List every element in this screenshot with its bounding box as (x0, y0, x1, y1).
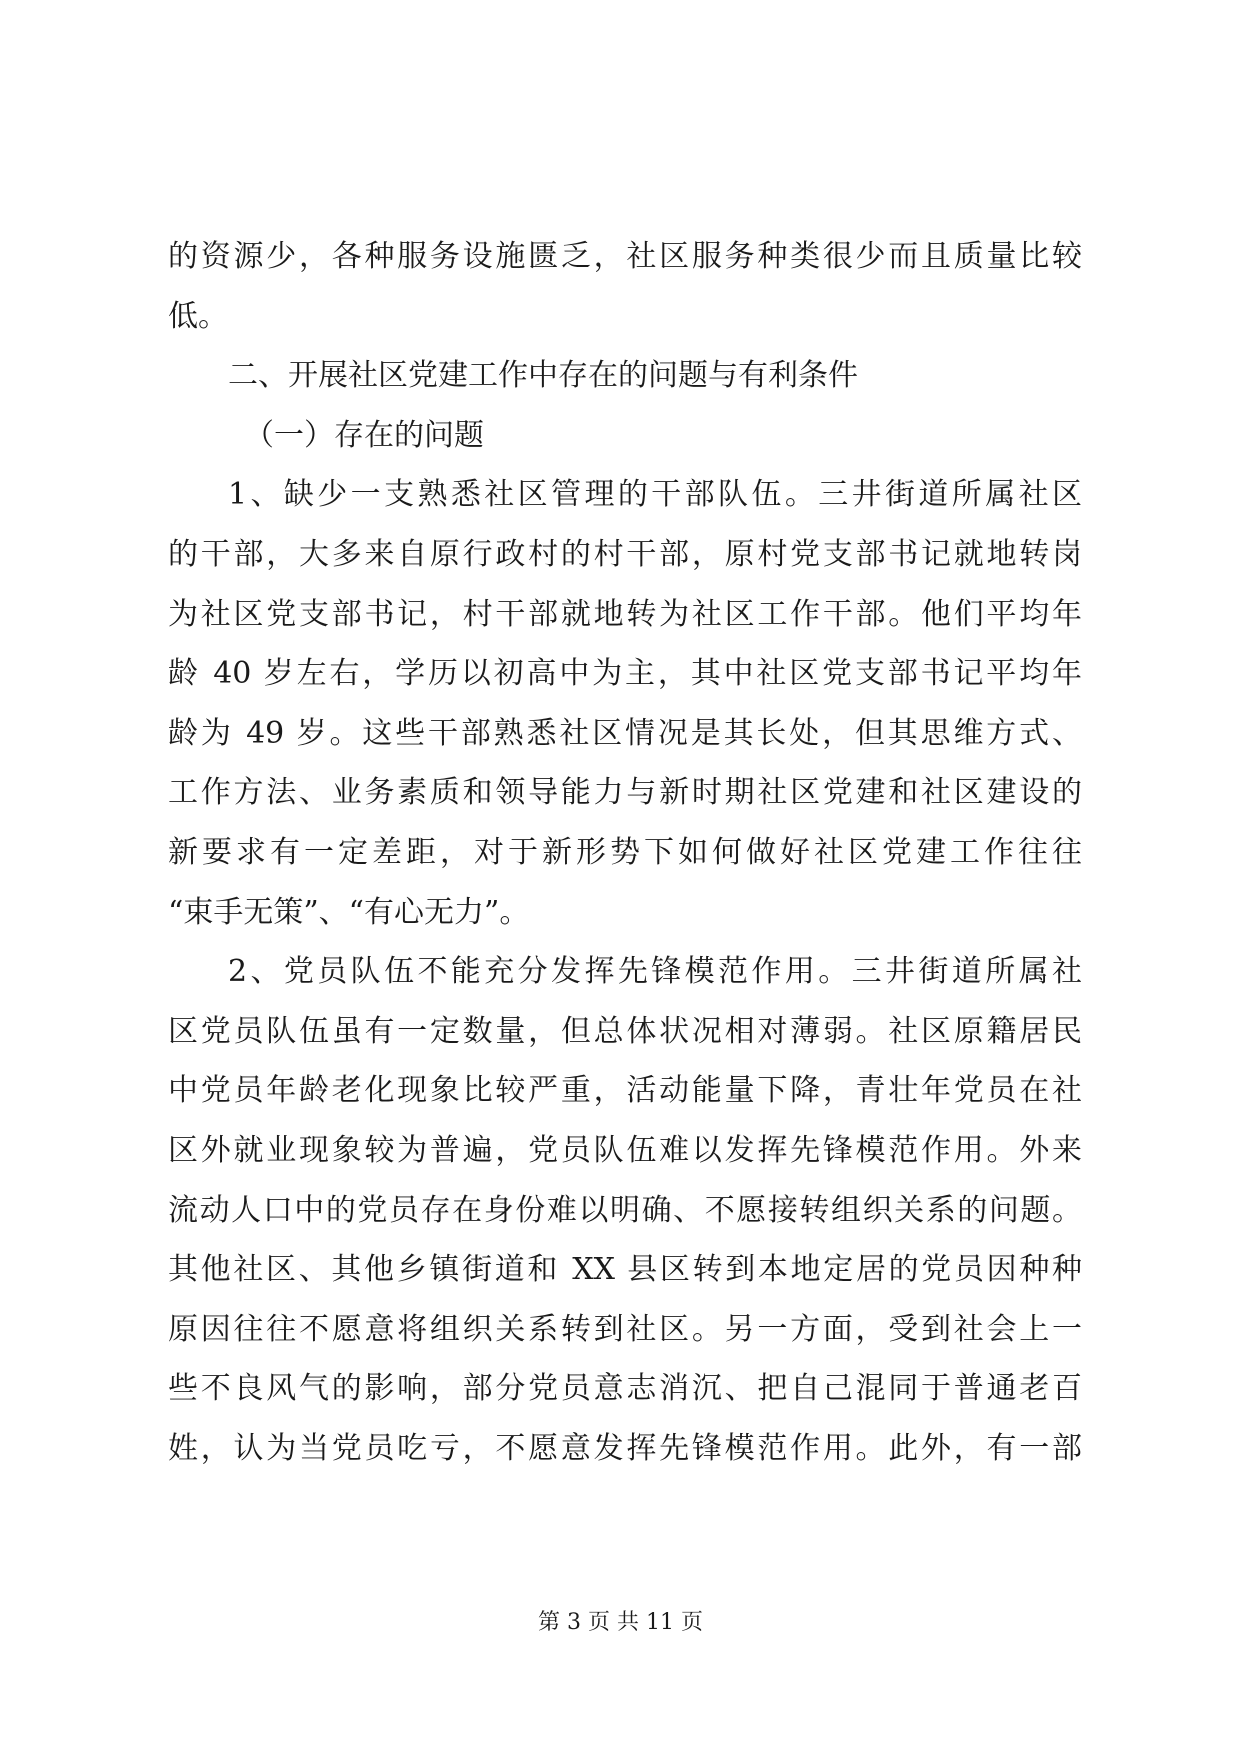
subsection-heading: （一）存在的问题 (244, 417, 484, 453)
text-line-16: 区外就业现象较为普遍，党员队伍难以发挥先锋模范作用。外来 (168, 1132, 1082, 1168)
text-line-21: 姓，认为当党员吃亏，不愿意发挥先锋模范作用。此外，有一部 (168, 1430, 1082, 1466)
body-text (168, 227, 1082, 1478)
page-footer: 第 3 页 共 11 页 (538, 1610, 703, 1635)
text-line-15: 中党员年龄老化现象比较严重，活动能量下降，青壮年党员在社 (168, 1073, 1082, 1109)
text-line-7: 为社区党支部书记，村干部就地转为社区工作干部。他们平均年 (168, 596, 1082, 632)
text-line-8: 龄 40 岁左右，学历以初高中为主，其中社区党支部书记平均年 (168, 656, 1082, 692)
text-line-12: “束手无策”、“有心无力”。 (168, 894, 530, 930)
text-line-18: 其他社区、其他乡镇街道和 XX 县区转到本地定居的党员因种种 (168, 1252, 1082, 1288)
text-line-10: 工作方法、业务素质和领导能力与新时期社区党建和社区建设的 (168, 775, 1082, 811)
text-line-2: 低。 (168, 298, 228, 334)
text-line-17: 流动人口中的党员存在身份难以明确、不愿接转组织关系的问题。 (168, 1192, 1082, 1228)
text-line-1: 的资源少，各种服务设施匮乏，社区服务种类很少而且质量比较 (168, 239, 1082, 274)
text-line-20: 些不良风气的影响，部分党员意志消沉、把自己混同于普通老百 (168, 1371, 1082, 1407)
text-line-11: 新要求有一定差距，对于新形势下如何做好社区党建工作往往 (168, 834, 1082, 870)
text-line-19: 原因往往不愿意将组织关系转到社区。另一方面，受到社会上一 (168, 1311, 1082, 1347)
text-line-13: 2、党员队伍不能充分发挥先锋模范作用。三井街道所属社 (228, 954, 1082, 990)
text-line-9: 龄为 49 岁。这些干部熟悉社区情况是其长处，但其思维方式、 (168, 715, 1082, 751)
text-line-5: 1、缺少一支熟悉社区管理的干部队伍。三井街道所属社区 (228, 477, 1082, 513)
text-line-14: 区党员队伍虽有一定数量，但总体状况相对薄弱。社区原籍居民 (168, 1013, 1082, 1049)
text-line-6: 的干部，大多来自原行政村的村干部，原村党支部书记就地转岗 (168, 536, 1082, 572)
section-heading: 二、开展社区党建工作中存在的问题与有利条件 (228, 358, 858, 394)
